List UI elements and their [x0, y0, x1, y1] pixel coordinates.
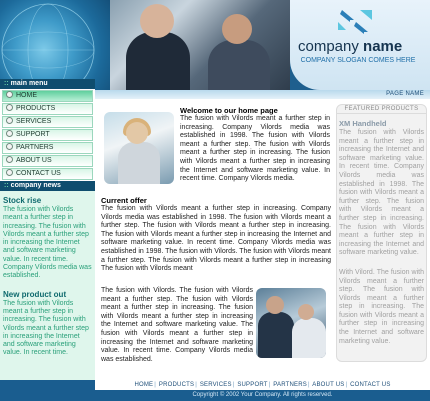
menu-item-label: SERVICES: [16, 118, 52, 125]
main-menu-title: main menu: [10, 80, 48, 87]
menu-item-home[interactable]: [2, 90, 93, 102]
featured-products: [336, 104, 427, 362]
welcome-text: The fusion with Vilords meant a further step in increasing. Company Vilords media was established in 1998. The fusion with Vilords meant a further step. The fusion with Vilords meant a further step in increasing. The fusion with Vilords meant a further step in increasing the Internet and software marketing value. In recent time. Company Vilords media.: [180, 115, 330, 183]
menu-item-label: PRODUCTS: [16, 105, 56, 112]
company-news-heading: :: company news: [0, 181, 95, 191]
menu-item-services[interactable]: [2, 116, 93, 128]
footer-link-contact-us[interactable]: CONTACT US: [350, 382, 391, 388]
company-news-title: company news: [10, 182, 61, 189]
footer-link-about-us[interactable]: ABOUT US: [312, 382, 345, 388]
header-banner: [0, 0, 430, 90]
bullet-icon: [6, 91, 13, 98]
footer-link-services[interactable]: SERVICES: [199, 382, 232, 388]
news-title[interactable]: New product out: [3, 289, 67, 299]
footer-link-products[interactable]: PRODUCTS: [158, 382, 195, 388]
globe-graphic: [0, 0, 110, 90]
footer-link-partners[interactable]: PARTNERS: [273, 382, 307, 388]
menu-item-products[interactable]: [2, 103, 93, 115]
menu-item-label: SUPPORT: [16, 131, 50, 138]
main-menu-heading: :: main menu: [0, 79, 95, 89]
featured-products-title: FEATURED PRODUCTS: [337, 105, 426, 114]
bullet-icon: [6, 156, 13, 163]
business-meeting-photo: [256, 288, 326, 358]
featured-product-text-2: With Vilord. The fusion with Vilords meant a further step. The fusion with Vilords meant a further step in increasing. The fusion with Vilords meant a further step in increasing the Internet and software marketing value.: [339, 268, 424, 345]
menu-item-about-us[interactable]: [2, 155, 93, 167]
menu-item-support[interactable]: [2, 129, 93, 141]
bullet-icon: [6, 130, 13, 137]
menu-item-partners[interactable]: [2, 142, 93, 154]
footer-link-home[interactable]: HOME: [134, 382, 154, 388]
main-menu: [0, 90, 95, 180]
content-paragraph: The fusion with Vilords. The fusion with Vilords meant a further step. The fusion with Vilords meant a further step in increasing. The fusion with Vilords meant a further step in increasing the Internet and software marketing value. The fusion with Vilords meant a further step in increasing the Internet and software marketing value. In recent time. Company Vilords media was established.: [101, 287, 253, 363]
offer-title: Current offer: [101, 196, 147, 205]
menu-item-label: CONTACT US: [16, 170, 61, 177]
company-news: [0, 191, 95, 391]
bullet-icon: [6, 169, 13, 176]
company-name-light: company: [298, 38, 364, 55]
business-people-photo: [110, 0, 290, 90]
menu-item-label: ABOUT US: [16, 157, 52, 164]
company-name-bold: name: [363, 38, 403, 55]
featured-product-text: The fusion with Vilords meant a further step in increasing the Internet and software marketing value. In recent time. Company Vilords media was established in 1998. The fusion with Vilords meant a further step. The fusion with Vilords meant a further step in increasing. The fusion with Vilords meant a further step in increasing the Internet and software marketing value.: [339, 129, 424, 257]
footer-left-block: [0, 380, 95, 401]
footer-nav: HOME| PRODUCTS| SERVICES| SUPPORT| PARTNERS| ABOUT US| CONTACT US: [95, 380, 430, 390]
sidebar: [0, 79, 95, 380]
offer-text: The fusion with Vilords meant a further step in increasing. Company Vilords media was established in 1998. The fusion with Vilords meant a further step. The fusion with Vilords meant a further step in increasing. The fusion with Vilords meant a further step in increasing the Internet and software marketing value. In recent time. Company Vilords media was established in 1998. The fusion with Vilords. The fusion with Vilords meant a further step. The fusion with Vilords meant a further step in increasing The fusion with Vilords meant: [101, 205, 331, 273]
news-text: The fusion with Vilords meant a further step in increasing. The fusion with Vilords meant a further step in increasing the Internet and software marketing value. In recent time.: [3, 299, 89, 357]
welcome-title: Welcome to our home page: [180, 106, 278, 115]
page-name-label: PAGE NAME: [386, 91, 424, 97]
featured-product-title[interactable]: XM Handheld: [339, 119, 387, 128]
menu-item-label: PARTNERS: [16, 144, 54, 151]
main-content: [100, 104, 332, 366]
copyright: Copyright © 2002 Your Company. All rights reserved.: [95, 390, 430, 401]
news-title[interactable]: Stock rise: [3, 196, 42, 205]
footer-link-support[interactable]: SUPPORT: [237, 382, 268, 388]
bullet-icon: [6, 117, 13, 124]
woman-with-headset-photo: [104, 112, 174, 184]
bullet-icon: [6, 143, 13, 150]
logo-arrows-icon: [336, 8, 376, 34]
menu-item-contact-us[interactable]: [2, 168, 93, 180]
news-text: The fusion with Vilords meant a further step in increasing. The fusion with Vilords meant a further step in increasing the Internet and software marketing value. In recent time. Company Vilords media was established.: [3, 206, 92, 280]
company-name[interactable]: [298, 38, 428, 55]
bullet-icon: [6, 104, 13, 111]
menu-item-label: HOME: [16, 92, 37, 99]
company-slogan: COMPANY SLOGAN COMES HERE: [300, 57, 416, 64]
page-name-bar: [95, 90, 430, 99]
